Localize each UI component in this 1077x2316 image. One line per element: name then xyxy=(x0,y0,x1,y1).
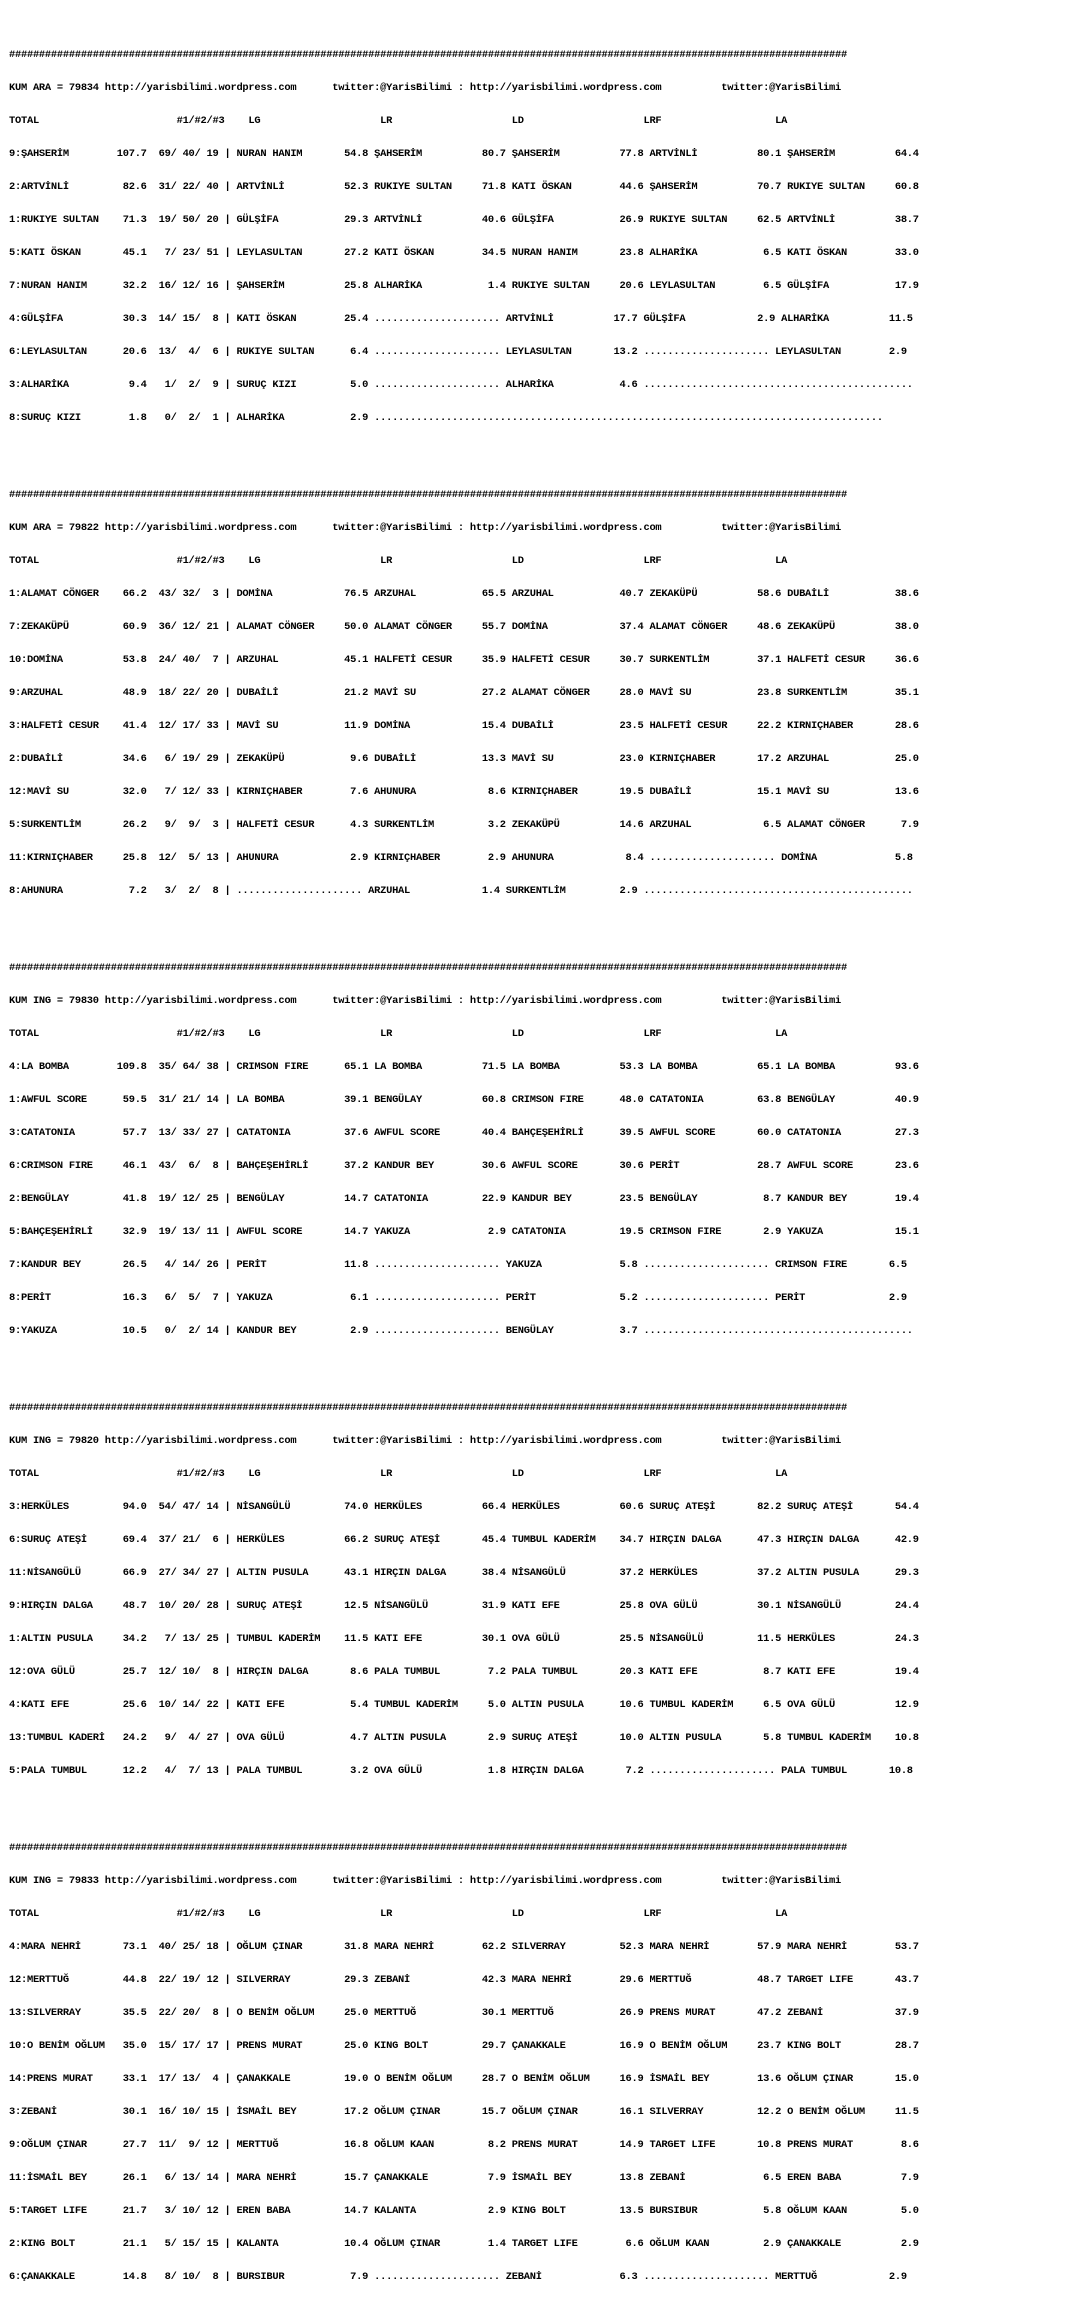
table-row: 10:DOMİNA 53.8 24/ 40/ 7 | ARZUHAL 45.1 HALFETİ CESUR 35.9 HALFETİ CESUR 30.7 SURKENTLİM 37.1 HALFETİ CESUR 36.6 xyxy=(9,654,919,666)
table-row: 3:ALHARİKA 9.4 1/ 2/ 9 | SURUÇ KIZI 5.0 ..................... ALHARİKA 4.6 ............................................. xyxy=(9,379,913,391)
table-row: 3:ZEBANİ 30.1 16/ 10/ 15 | İSMAİL BEY 17.2 OĞLUM ÇINAR 15.7 OĞLUM ÇINAR 16.1 SILVERRAY 12.2 O BENİM OĞLUM 11.5 xyxy=(9,2106,919,2118)
table-row: 5:PALA TUMBUL 12.2 4/ 7/ 13 | PALA TUMBUL 3.2 OVA GÜLÜ 1.8 HIRÇIN DALGA 7.2 ..................... PALA TUMBUL 10.8 xyxy=(9,1765,913,1777)
table-row: 3:HALFETİ CESUR 41.4 12/ 17/ 33 | MAVİ SU 11.9 DOMİNA 15.4 DUBAİLİ 23.5 HALFETİ CESUR 22.2 KIRNIÇHABER 28.6 xyxy=(9,720,919,732)
table-row: 5:KATI ÖSKAN 45.1 7/ 23/ 51 | LEYLASULTAN 27.2 KATI ÖSKAN 34.5 NURAN HANIM 23.8 ALHARİKA 6.5 KATI ÖSKAN 33.0 xyxy=(9,247,919,259)
table-row: 3:HERKÜLES 94.0 54/ 47/ 14 | NİSANGÜLÜ 74.0 HERKÜLES 66.4 HERKÜLES 60.6 SURUÇ ATEŞİ 82.2 SURUÇ ATEŞİ 54.4 xyxy=(9,1501,919,1513)
separator-line: ############################################################################################################################################ xyxy=(9,1402,847,1414)
table-row: 9:YAKUZA 10.5 0/ 2/ 14 | KANDUR BEY 2.9 ..................... BENGÜLAY 3.7 ............................................. xyxy=(9,1325,913,1337)
race-stats-sheet xyxy=(9,6,1073,2316)
table-row: 6:LEYLASULTAN 20.6 13/ 4/ 6 | RUKIYE SULTAN 6.4 ..................... LEYLASULTAN 13.2 ..................... LEYLASULTAN 2.9 xyxy=(9,346,907,358)
table-row: 9:OĞLUM ÇINAR 27.7 11/ 9/ 12 | MERTTUĞ 16.8 OĞLUM KAAN 8.2 PRENS MURAT 14.9 TARGET LIFE 10.8 PRENS MURAT 8.6 xyxy=(9,2139,919,2151)
table-row: 4:KATI EFE 25.6 10/ 14/ 22 | KATI EFE 5.4 TUMBUL KADERİM 5.0 ALTIN PUSULA 10.6 TUMBUL KADERİM 6.5 OVA GÜLÜ 12.9 xyxy=(9,1699,919,1711)
race-block xyxy=(9,1381,1073,1799)
table-row: 1:AWFUL SCORE 59.5 31/ 21/ 14 | LA BOMBA 39.1 BENGÜLAY 60.8 CRIMSON FIRE 48.0 CATATONIA 63.8 BENGÜLAY 40.9 xyxy=(9,1094,919,1106)
table-row: 8:AHUNURA 7.2 3/ 2/ 8 | ..................... ARZUHAL 1.4 SURKENTLİM 2.9 ............................................. xyxy=(9,885,913,897)
race-block xyxy=(9,468,1073,919)
table-row: 6:SURUÇ ATEŞİ 69.4 37/ 21/ 6 | HERKÜLES 66.2 SURUÇ ATEŞİ 45.4 TUMBUL KADERİM 34.7 HIRÇIN DALGA 47.3 HIRÇIN DALGA 42.9 xyxy=(9,1534,919,1546)
table-row: 1:ALTIN PUSULA 34.2 7/ 13/ 25 | TUMBUL KADERİM 11.5 KATI EFE 30.1 OVA GÜLÜ 25.5 NİSANGÜLÜ 11.5 HERKÜLES 24.3 xyxy=(9,1633,919,1645)
race-header: KUM ARA = 79822 http://yarisbilimi.wordpress.com twitter:@YarisBilimi : http://yarisbilimi.wordpress.com twitter:@YarisBilimi xyxy=(9,522,841,534)
table-row: 8:SURUÇ KIZI 1.8 0/ 2/ 1 | ALHARİKA 2.9 ..................................................................................... xyxy=(9,412,883,424)
table-row: 4:MARA NEHRİ 73.1 40/ 25/ 18 | OĞLUM ÇINAR 31.8 MARA NEHRİ 62.2 SILVERRAY 52.3 MARA NEHRİ 57.9 MARA NEHRİ 53.7 xyxy=(9,1941,919,1953)
table-row: 14:PRENS MURAT 33.1 17/ 13/ 4 | ÇANAKKALE 19.0 O BENİM OĞLUM 28.7 O BENİM OĞLUM 16.9 İSMAİL BEY 13.6 OĞLUM ÇINAR 15.0 xyxy=(9,2073,919,2085)
table-row: 5:BAHÇEŞEHİRLİ 32.9 19/ 13/ 11 | AWFUL SCORE 14.7 YAKUZA 2.9 CATATONIA 19.5 CRIMSON FIRE 2.9 YAKUZA 15.1 xyxy=(9,1226,919,1238)
table-row: 12:OVA GÜLÜ 25.7 12/ 10/ 8 | HIRÇIN DALGA 8.6 PALA TUMBUL 7.2 PALA TUMBUL 20.3 KATI EFE 8.7 KATI EFE 19.4 xyxy=(9,1666,919,1678)
table-row: 4:LA BOMBA 109.8 35/ 64/ 38 | CRIMSON FIRE 65.1 LA BOMBA 71.5 LA BOMBA 53.3 LA BOMBA 65.1 LA BOMBA 93.6 xyxy=(9,1061,919,1073)
table-row: 9:HIRÇIN DALGA 48.7 10/ 20/ 28 | SURUÇ ATEŞİ 12.5 NİSANGÜLÜ 31.9 KATI EFE 25.8 OVA GÜLÜ 30.1 NİSANGÜLÜ 24.4 xyxy=(9,1600,919,1612)
race-block xyxy=(9,28,1073,446)
table-row: 6:CRIMSON FIRE 46.1 43/ 6/ 8 | BAHÇEŞEHİRLİ 37.2 KANDUR BEY 30.6 AWFUL SCORE 30.6 PERİT 28.7 AWFUL SCORE 23.6 xyxy=(9,1160,919,1172)
column-headers: TOTAL #1/#2/#3 LG LR LD LRF LA xyxy=(9,1908,788,1920)
race-header: KUM ING = 79820 http://yarisbilimi.wordpress.com twitter:@YarisBilimi : http://yarisbilimi.wordpress.com twitter:@YarisBilimi xyxy=(9,1435,841,1447)
table-row: 2:KING BOLT 21.1 5/ 15/ 15 | KALANTA 10.4 OĞLUM ÇINAR 1.4 TARGET LIFE 6.6 OĞLUM KAAN 2.9 ÇANAKKALE 2.9 xyxy=(9,2238,919,2250)
separator-line: ############################################################################################################################################ xyxy=(9,489,847,501)
table-row: 4:GÜLŞİFA 30.3 14/ 15/ 8 | KATI ÖSKAN 25.4 ..................... ARTVİNLİ 17.7 GÜLŞİFA 2.9 ALHARİKA 11.5 xyxy=(9,313,913,325)
table-row: 1:ALAMAT CÖNGER 66.2 43/ 32/ 3 | DOMİNA 76.5 ARZUHAL 65.5 ARZUHAL 40.7 ZEKAKÜPÜ 58.6 DUBAİLİ 38.6 xyxy=(9,588,919,600)
table-row: 2:DUBAİLİ 34.6 6/ 19/ 29 | ZEKAKÜPÜ 9.6 DUBAİLİ 13.3 MAVİ SU 23.0 KIRNIÇHABER 17.2 ARZUHAL 25.0 xyxy=(9,753,919,765)
table-row: 5:TARGET LIFE 21.7 3/ 10/ 12 | EREN BABA 14.7 KALANTA 2.9 KING BOLT 13.5 BURSIBUR 5.8 OĞLUM KAAN 5.0 xyxy=(9,2205,919,2217)
table-row: 2:ARTVİNLİ 82.6 31/ 22/ 40 | ARTVİNLİ 52.3 RUKIYE SULTAN 71.8 KATI ÖSKAN 44.6 ŞAHSERİM 70.7 RUKIYE SULTAN 60.8 xyxy=(9,181,919,193)
separator-line: ############################################################################################################################################ xyxy=(9,1842,847,1854)
table-row: 11:İSMAİL BEY 26.1 6/ 13/ 14 | MARA NEHRİ 15.7 ÇANAKKALE 7.9 İSMAİL BEY 13.8 ZEBANİ 6.5 EREN BABA 7.9 xyxy=(9,2172,919,2184)
column-headers: TOTAL #1/#2/#3 LG LR LD LRF LA xyxy=(9,115,788,127)
table-row: 13:SILVERRAY 35.5 22/ 20/ 8 | O BENİM OĞLUM 25.0 MERTTUĞ 30.1 MERTTUĞ 26.9 PRENS MURAT 47.2 ZEBANİ 37.9 xyxy=(9,2007,919,2019)
table-row: 10:O BENİM OĞLUM 35.0 15/ 17/ 17 | PRENS MURAT 25.0 KING BOLT 29.7 ÇANAKKALE 16.9 O BENİM OĞLUM 23.7 KING BOLT 28.7 xyxy=(9,2040,919,2052)
table-row: 1:RUKIYE SULTAN 71.3 19/ 50/ 20 | GÜLŞİFA 29.3 ARTVİNLİ 40.6 GÜLŞİFA 26.9 RUKIYE SULTAN 62.5 ARTVİNLİ 38.7 xyxy=(9,214,919,226)
table-row: 7:NURAN HANIM 32.2 16/ 12/ 16 | ŞAHSERİM 25.8 ALHARİKA 1.4 RUKIYE SULTAN 20.6 LEYLASULTAN 6.5 GÜLŞİFA 17.9 xyxy=(9,280,919,292)
table-row: 9:ARZUHAL 48.9 18/ 22/ 20 | DUBAİLİ 21.2 MAVİ SU 27.2 ALAMAT CÖNGER 28.0 MAVİ SU 23.8 SURKENTLİM 35.1 xyxy=(9,687,919,699)
table-row: 7:ZEKAKÜPÜ 60.9 36/ 12/ 21 | ALAMAT CÖNGER 50.0 ALAMAT CÖNGER 55.7 DOMİNA 37.4 ALAMAT CÖNGER 48.6 ZEKAKÜPÜ 38.0 xyxy=(9,621,919,633)
table-row: 2:BENGÜLAY 41.8 19/ 12/ 25 | BENGÜLAY 14.7 CATATONIA 22.9 KANDUR BEY 23.5 BENGÜLAY 8.7 KANDUR BEY 19.4 xyxy=(9,1193,919,1205)
race-header: KUM ING = 79833 http://yarisbilimi.wordpress.com twitter:@YarisBilimi : http://yarisbilimi.wordpress.com twitter:@YarisBilimi xyxy=(9,1875,841,1887)
separator-line: ############################################################################################################################################ xyxy=(9,962,847,974)
race-header: KUM ARA = 79834 http://yarisbilimi.wordpress.com twitter:@YarisBilimi : http://yarisbilimi.wordpress.com twitter:@YarisBilimi xyxy=(9,82,841,94)
column-headers: TOTAL #1/#2/#3 LG LR LD LRF LA xyxy=(9,1028,788,1040)
table-row: 7:KANDUR BEY 26.5 4/ 14/ 26 | PERİT 11.8 ..................... YAKUZA 5.8 ..................... CRIMSON FIRE 6.5 xyxy=(9,1259,907,1271)
column-headers: TOTAL #1/#2/#3 LG LR LD LRF LA xyxy=(9,555,788,567)
race-block xyxy=(9,941,1073,1359)
separator-line: ############################################################################################################################################ xyxy=(9,49,847,61)
table-row: 12:MAVİ SU 32.0 7/ 12/ 33 | KIRNIÇHABER 7.6 AHUNURA 8.6 KIRNIÇHABER 19.5 DUBAİLİ 15.1 MAVİ SU 13.6 xyxy=(9,786,919,798)
race-block xyxy=(9,1821,1073,2305)
table-row: 8:PERİT 16.3 6/ 5/ 7 | YAKUZA 6.1 ..................... PERİT 5.2 ..................... PERİT 2.9 xyxy=(9,1292,907,1304)
column-headers: TOTAL #1/#2/#3 LG LR LD LRF LA xyxy=(9,1468,788,1480)
table-row: 13:TUMBUL KADERİ 24.2 9/ 4/ 27 | OVA GÜLÜ 4.7 ALTIN PUSULA 2.9 SURUÇ ATEŞİ 10.0 ALTIN PUSULA 5.8 TUMBUL KADERİM 10.8 xyxy=(9,1732,919,1744)
table-row: 3:CATATONIA 57.7 13/ 33/ 27 | CATATONIA 37.6 AWFUL SCORE 40.4 BAHÇEŞEHİRLİ 39.5 AWFUL SCORE 60.0 CATATONIA 27.3 xyxy=(9,1127,919,1139)
table-row: 5:SURKENTLİM 26.2 9/ 9/ 3 | HALFETİ CESUR 4.3 SURKENTLİM 3.2 ZEKAKÜPÜ 14.6 ARZUHAL 6.5 ALAMAT CÖNGER 7.9 xyxy=(9,819,919,831)
table-row: 6:ÇANAKKALE 14.8 8/ 10/ 8 | BURSIBUR 7.9 ..................... ZEBANİ 6.3 ..................... MERTTUĞ 2.9 xyxy=(9,2271,907,2283)
race-header: KUM ING = 79830 http://yarisbilimi.wordpress.com twitter:@YarisBilimi : http://yarisbilimi.wordpress.com twitter:@YarisBilimi xyxy=(9,995,841,1007)
table-row: 12:MERTTUĞ 44.8 22/ 19/ 12 | SILVERRAY 29.3 ZEBANİ 42.3 MARA NEHRİ 29.6 MERTTUĞ 48.7 TARGET LIFE 43.7 xyxy=(9,1974,919,1986)
table-row: 9:ŞAHSERİM 107.7 69/ 40/ 19 | NURAN HANIM 54.8 ŞAHSERİM 80.7 ŞAHSERİM 77.8 ARTVİNLİ 80.1 ŞAHSERİM 64.4 xyxy=(9,148,919,160)
table-row: 11:KIRNIÇHABER 25.8 12/ 5/ 13 | AHUNURA 2.9 KIRNIÇHABER 2.9 AHUNURA 8.4 ..................... DOMİNA 5.8 xyxy=(9,852,913,864)
table-row: 11:NİSANGÜLÜ 66.9 27/ 34/ 27 | ALTIN PUSULA 43.1 HIRÇIN DALGA 38.4 NİSANGÜLÜ 37.2 HERKÜLES 37.2 ALTIN PUSULA 29.3 xyxy=(9,1567,919,1579)
